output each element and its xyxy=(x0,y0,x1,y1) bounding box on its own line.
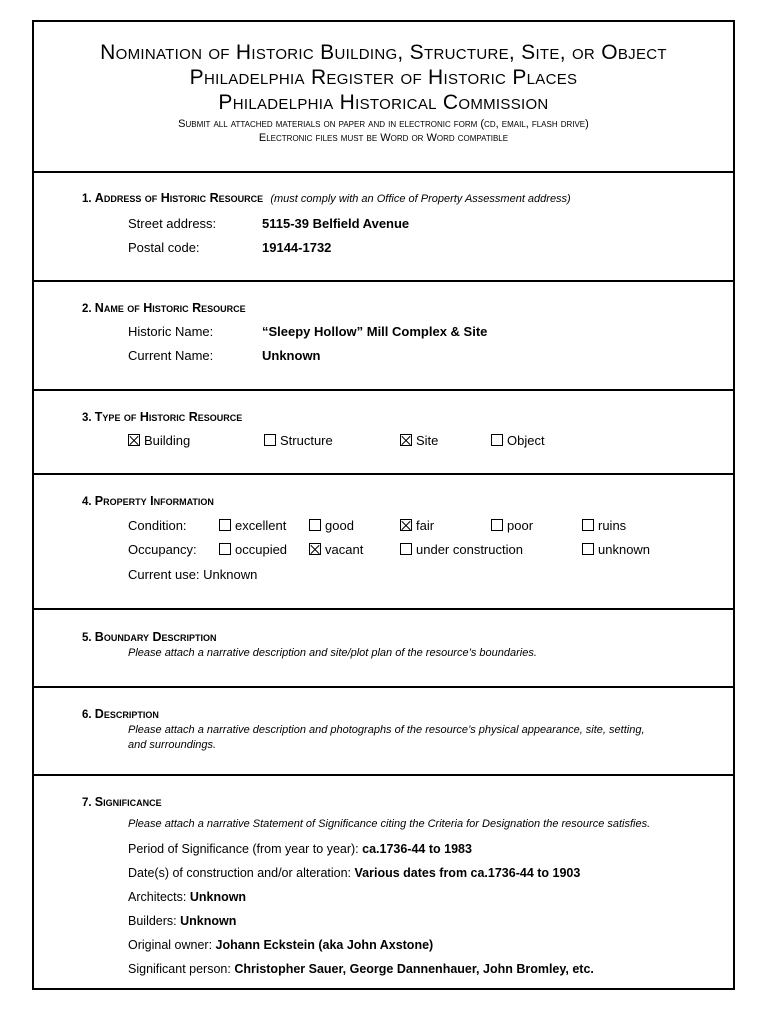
postal-label: Postal code: xyxy=(128,240,200,255)
checkbox[interactable] xyxy=(219,543,231,555)
nomination-form xyxy=(32,20,735,990)
current-name-label: Current Name: xyxy=(128,348,214,363)
section-property-info xyxy=(82,493,721,510)
builders-label: Builders: xyxy=(128,914,181,928)
section-number: 1. xyxy=(82,193,92,205)
section-boundary xyxy=(82,629,721,661)
divider xyxy=(34,389,733,391)
option-label: fair xyxy=(416,518,435,533)
condition-good-option[interactable] xyxy=(309,518,354,533)
section-significance xyxy=(82,794,721,811)
option-label: Site xyxy=(416,433,439,448)
section-address xyxy=(82,190,721,207)
condition-fair-option[interactable] xyxy=(400,518,434,533)
architects-label: Architects: xyxy=(128,890,190,904)
section-note: (must comply with an Office of Property Assessment address) xyxy=(270,193,571,205)
occupancy-vacant-option[interactable] xyxy=(309,542,363,557)
street-label: Street address: xyxy=(128,216,217,231)
option-label: excellent xyxy=(235,518,287,533)
file-format-instructions: Electronic files must be Word or Word compatible xyxy=(258,132,509,144)
submission-instructions: Submit all attached materials on paper and in electronic form (cd, email, flash drive) xyxy=(178,118,589,130)
section-title: Description xyxy=(94,707,159,721)
commission-title: Philadelphia Historical Commission xyxy=(218,91,549,114)
option-label: under construction xyxy=(416,542,523,557)
option-label: poor xyxy=(507,518,534,533)
section-number: 7. xyxy=(82,797,92,809)
current-use-row xyxy=(128,567,257,583)
street-value: 5115-39 Belfield Avenue xyxy=(262,216,410,231)
divider xyxy=(34,473,733,475)
option-label: Structure xyxy=(280,433,333,448)
option-label: ruins xyxy=(598,518,627,533)
register-title: Philadelphia Register of Historic Places xyxy=(189,66,578,89)
owner-row xyxy=(128,938,433,952)
condition-poor-option[interactable] xyxy=(491,518,533,533)
checkbox[interactable] xyxy=(582,519,594,531)
section-title: Type of Historic Resource xyxy=(94,410,243,424)
section-name xyxy=(82,300,721,317)
checkbox[interactable] xyxy=(400,543,412,555)
significance-instructions: Please attach a narrative Statement of Significance citing the Criteria for Designation the resource satisfies. xyxy=(128,818,651,830)
condition-excellent-option[interactable] xyxy=(219,518,286,533)
form-header xyxy=(34,22,733,178)
section-type xyxy=(82,409,721,426)
divider xyxy=(34,608,733,610)
person-row xyxy=(128,962,594,976)
form-title: Nomination of Historic Building, Structure, Site, or Object xyxy=(100,41,667,64)
section-title: Significance xyxy=(94,795,162,809)
type-object-option[interactable] xyxy=(491,433,545,448)
person-value: Christopher Sauer, George Dannenhauer, John Bromley, etc. xyxy=(234,962,594,976)
checkbox[interactable] xyxy=(309,519,321,531)
dates-label: Date(s) of construction and/or alteration: xyxy=(128,866,355,880)
section-description xyxy=(82,706,721,753)
divider xyxy=(34,686,733,688)
section-number: 6. xyxy=(82,709,92,721)
architects-row xyxy=(128,890,246,904)
occupancy-under-construction-option[interactable] xyxy=(400,542,523,557)
owner-label: Original owner: xyxy=(128,938,216,952)
option-label: unknown xyxy=(598,542,651,557)
description-instructions-line1: Please attach a narrative description and photographs of the resource’s physical appearance, site, setting, xyxy=(128,724,645,736)
divider xyxy=(34,774,733,776)
period-value: ca.1736-44 to 1983 xyxy=(362,842,472,856)
current-name-value: Unknown xyxy=(262,348,321,363)
checkbox[interactable] xyxy=(128,434,140,446)
current-use-value: Unknown xyxy=(203,567,258,582)
checkbox[interactable] xyxy=(491,434,503,446)
section-title: Address of Historic Resource xyxy=(94,191,264,205)
description-instructions-line2: and surroundings. xyxy=(128,739,217,751)
condition-label: Condition: xyxy=(128,518,187,533)
checkbox[interactable] xyxy=(309,543,321,555)
type-structure-option[interactable] xyxy=(264,433,333,448)
section-title: Property Information xyxy=(94,494,214,508)
builders-value: Unknown xyxy=(180,914,237,928)
person-label: Significant person: xyxy=(128,962,235,976)
architects-value: Unknown xyxy=(189,890,247,904)
section-number: 3. xyxy=(82,412,92,424)
current-use-label: Current use: xyxy=(128,567,200,582)
checkbox[interactable] xyxy=(400,434,412,446)
owner-value: Johann Eckstein (aka John Axstone) xyxy=(215,938,434,952)
occupancy-label: Occupancy: xyxy=(128,542,197,557)
type-building-option[interactable] xyxy=(128,433,190,448)
occupancy-occupied-option[interactable] xyxy=(219,542,287,557)
occupancy-unknown-option[interactable] xyxy=(582,542,650,557)
historic-name-value: “Sleepy Hollow” Mill Complex & Site xyxy=(262,324,488,339)
period-row xyxy=(128,842,472,856)
section-number: 2. xyxy=(82,303,92,315)
section-number: 5. xyxy=(82,632,92,644)
dates-value: Various dates from ca.1736-44 to 1903 xyxy=(354,866,581,880)
period-label: Period of Significance (from year to year): xyxy=(128,842,363,856)
section-title: Boundary Description xyxy=(94,630,217,644)
option-label: vacant xyxy=(325,542,364,557)
divider xyxy=(34,171,733,173)
section-number: 4. xyxy=(82,496,92,508)
option-label: Object xyxy=(507,433,545,448)
checkbox[interactable] xyxy=(491,519,503,531)
postal-value: 19144-1732 xyxy=(262,240,332,255)
type-site-option[interactable] xyxy=(400,433,438,448)
checkbox[interactable] xyxy=(264,434,276,446)
historic-name-label: Historic Name: xyxy=(128,324,214,339)
checkbox[interactable] xyxy=(582,543,594,555)
option-label: occupied xyxy=(235,542,288,557)
option-label: Building xyxy=(144,433,191,448)
dates-row xyxy=(128,866,580,880)
builders-row xyxy=(128,914,236,928)
section-title: Name of Historic Resource xyxy=(94,301,246,315)
checkbox[interactable] xyxy=(400,519,412,531)
divider xyxy=(34,280,733,282)
boundary-instructions: Please attach a narrative description and site/plot plan of the resource’s boundaries. xyxy=(128,647,537,659)
condition-ruins-option[interactable] xyxy=(582,518,626,533)
option-label: good xyxy=(325,518,354,533)
checkbox[interactable] xyxy=(219,519,231,531)
